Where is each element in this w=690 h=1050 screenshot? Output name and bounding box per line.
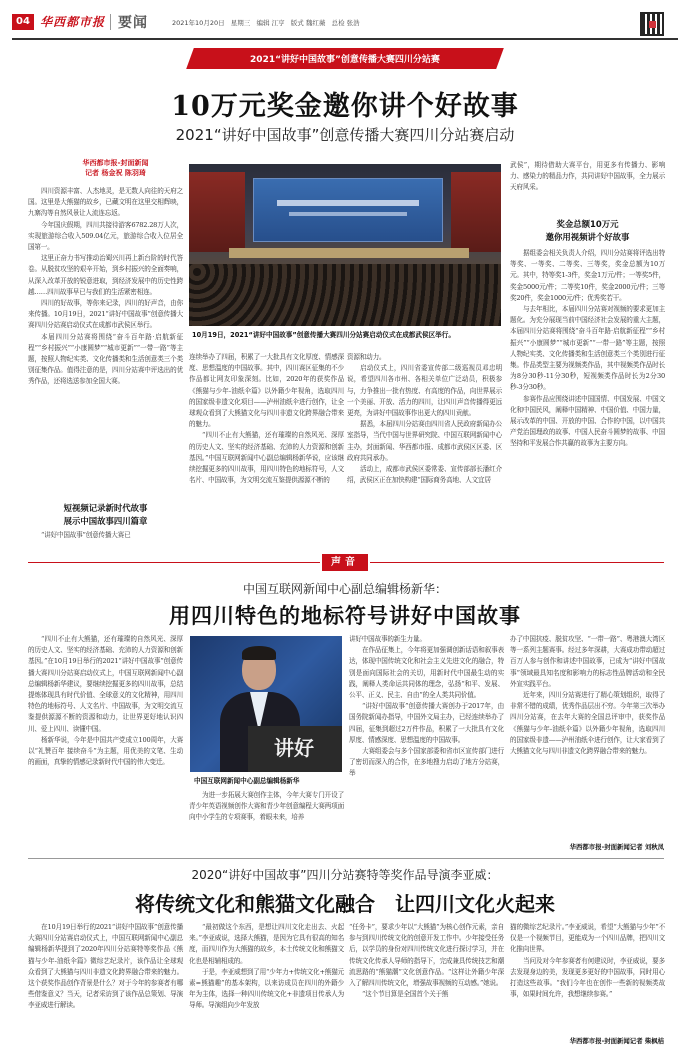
- paragraph: 四川的好故事，等你来记录，四川的好声音，由你来传播。10月19日，2021“讲好中国故事”创意传播大赛四川分站赛启动仪式在成都市武侯区举行。: [28, 299, 183, 330]
- section-divider: [28, 858, 664, 859]
- paper-logo: 华西都市报: [40, 15, 106, 29]
- speaker-photo: [190, 636, 342, 772]
- stage-side-left: [189, 172, 245, 252]
- article3-col3: [349, 922, 504, 1044]
- paragraph: 讲好中国故事的新生力量。: [349, 635, 426, 643]
- article1-byline: [48, 158, 183, 178]
- stage-side-right: [451, 172, 501, 252]
- paragraph: 启动仪式上，四川省委宣传部二级巡视员邓忠明说，希望四川各市州、各相关单位广泛动员，积极参与，力争推出一批有热度、有高度的作品，向世界展示一个美丽、开放、活力的四川，让四川声音传播得更远更亮，为讲好中国故事作出更大的四川贡献。: [347, 364, 502, 418]
- byline-org: 华西都市报-封面新闻: [82, 159, 149, 167]
- article1-title: 10万元奖金邀你讲个好故事: [171, 91, 519, 122]
- vertical-divider: [110, 14, 111, 30]
- article3-title: 将传统文化和熊猫文化融合 让四川文化火起来: [135, 892, 555, 916]
- paragraph: 本届四川分站赛将围绕“奋斗百年路·启航新征程”“乡村振兴”“小康圆梦”“城市更新”“一带一路”等主题，按照人物纪实类、文化传播类和生活创意类三个类别征集作品。值得注意的是，四川分站赛中评选出的优秀作品，还将选送参加全国大赛。: [28, 332, 183, 386]
- article1-col4: [510, 248, 665, 546]
- article1-col2: [189, 352, 344, 546]
- event-banner-text: 2021“讲好中国故事”创意传播大赛四川分站赛: [250, 55, 440, 65]
- article1-col3: [347, 352, 502, 546]
- stage-floor: [229, 248, 469, 258]
- qr-code: [640, 12, 664, 36]
- paragraph: 这里正奋力书写推动治蜀兴川再上新台阶的时代答卷。从脱贫攻坚的艰辛开始，到乡村振兴的全面奏响，从深入改革开放的锐意进取，到经济发展中的历史性跨越……四川故事早已与我们的生活紧密相连。: [28, 254, 183, 296]
- paragraph: 于是，李亚威想到了用“少年力+传统文化+熊猫元素=熊猫趣”的基本架构，以来访成员在四川的外籍少年为主体，选择一种四川传统文化+非遗项目传承人为导师。导演组向少年发放: [189, 967, 344, 1010]
- article2-col2: [189, 790, 344, 846]
- article2-col3: [349, 634, 504, 854]
- voice-rule-left: [28, 562, 320, 563]
- masthead: [0, 0, 690, 42]
- design: 版式 魏红薇: [290, 19, 326, 27]
- paragraph: 参赛作品应围绕讲述中国国情、中国发展、中国文化和中国民风，阐释中国精神、中国价值、中国力量，展示改革的中国、开放的中国、合作的中国，以中国共产党治国理政的故事、中国人民奋斗圆梦的故事、中国坚持和平发展合作共赢的故事为主要方向。: [510, 394, 665, 448]
- article1-subtitle: 2021“讲好中国故事”创意传播大赛四川分站赛启动: [175, 126, 515, 144]
- paragraph: “四川不止有大熊猫，还有璀璨的自然风光、深厚的历史人文、坚实的经济基础、充沛的人力资源和创新基因。”中国互联网新闻中心副总编辑杨新华说，应该继续挖掘更多的四川故事，用四川特色的地标符号，人文名片、中国故事，为文明交流互鉴提供源源不断的: [189, 431, 344, 485]
- article2-col4: [510, 634, 665, 840]
- proof: 总检 张浩: [331, 19, 360, 27]
- article2-photo-caption: 中国互联网新闻中心副总编辑杨新华: [194, 777, 300, 785]
- article3-col2: [189, 922, 344, 1044]
- paragraph: 办了中国抗疫、脱贫攻坚、“一带一路”、粤港澳大湾区等一系列主题赛事。经过多年深耕，大赛成功带动超过百万人参与创作和讲述中国故事，已成为“讲好中国故事”领域最具知名度和影响力的标志性品牌活动和全民外宣实践平台。: [510, 635, 665, 688]
- paragraph: “讲好中国故事”创意传播大赛创办于2017年，由国务院新闻办指导，中国外文局主办，已经连续举办了四届，征集到超过2万件作品，积累了一大批具有文化厚度、情感深度、思想温度的中国故事。: [349, 702, 504, 744]
- article1-col1-tail: [28, 530, 183, 542]
- paragraph: 猫的微综艺纪录片。”李亚威说，希望“大熊猫与少年”不仅是一个视频节目，更能成为一个四川品牌，把四川文化推向世界。: [510, 923, 665, 954]
- voice-rule-right: [370, 562, 664, 563]
- stage-screen: [253, 178, 443, 242]
- paragraph: 杨新华说，今年是中国共产党成立100周年，大赛以“礼赞百年 接续奋斗”为主题，用优美的文笔、生动的画面，真挚的情感记录新时代中国的伟大变迁。: [28, 735, 183, 767]
- article1-col1: [28, 186, 183, 413]
- article2-signoff: 华西都市报-封面新闻记者 刘秋凤: [569, 843, 664, 851]
- stage-screen-text: [277, 200, 419, 206]
- weekday: 星期三: [230, 19, 251, 27]
- paragraph: 连续举办了四届，积累了一大批具有文化厚度、情感深度、思想温度的中国故事。其中，四川赛区征集的不少作品都让网友印象深刻。比如，2020年的获奖作品《熊猫与少年-油纸伞篇》以外籍少年视角，选取四川的国家级非遗文化项目——泸州油纸伞进行创作，让全球观众看到了大熊猫文化与四川非遗文化跨界融合带来的魅力。: [189, 353, 344, 429]
- article2-kicker: 中国互联网新闻中心副总编辑杨新华：: [242, 582, 447, 596]
- paragraph: 当问及对今年参赛者有何建议时，李亚威说，要多去发现身边的美，发现更多更好的中国故事，同时用心打造这些故事。“我们今年也在创作一些新的视频类故事，如果时间允许，我想继续参赛。”: [510, 956, 665, 999]
- article1-photo-caption: 10月19日，2021“讲好中国故事”创意传播大赛四川分站赛启动仪式在成都武侯区举行。: [192, 331, 455, 339]
- article2-title: 用四川特色的地标符号讲好中国故事: [169, 603, 521, 628]
- paragraph: “最初做这个东西，是想让四川文化走出去、火起来。”李亚威说，选择大熊猫，是因为它具有很高的知名度，而四川作为大熊猫的故乡，本土传统文化和熊猫文化也是相辅相成的。: [189, 923, 344, 965]
- paragraph: 四川资源丰富、人杰地灵，是无数人向往的天府之国。这里是大熊猫的故乡，已藏文明在这里交相辉映，九寨沟等自然风景让人流连忘返。: [28, 187, 183, 218]
- paragraph: 资源和动力。: [347, 353, 386, 361]
- paragraph: “这个节目算是全国首个关于熊: [362, 990, 449, 999]
- article1-col1-subhead: 短视频记录新时代故事 展示中国故事四川篇章: [63, 503, 148, 526]
- paragraph: 在作品征集上，今年将更加强调创新话语和叙事表达，体现中国传统文化和社会主义先进文化的融合，特别是面向国际社会的关切，用新时代中国最生动的实践，阐释人类命运共同体的理念，弘扬“和平、发展、公平、正义、民主、自由”的全人类共同价值。: [349, 646, 504, 700]
- byline-names: 记者 杨金祝 陈羽琦: [85, 169, 146, 177]
- masthead-rule: [12, 38, 678, 40]
- paragraph: 据组委会相关负责人介绍，四川分站赛将评选出特等奖、一等奖、二等奖、三等奖，奖金总额为10万元。其中，特等奖1-3件，奖金1万元/件；一等奖5件，奖金5000元/件；二等奖10件，奖金2000元/件；三等奖20件，奖金1000元/件；优秀奖若干。: [510, 249, 665, 302]
- paragraph: 活动上，成都市武侯区委常委、宣传部部长潘红介绍，武侯区正在加快构建“国际商务高地、人文宜居: [347, 465, 502, 485]
- paragraph: 大赛组委会与多个国家部委和省市区宣传部门进行了密切而深入的合作，在多地搜力启动了地方分站赛，举: [349, 747, 504, 778]
- ceremony-photo: [189, 164, 501, 326]
- stage-screen-text: [289, 212, 407, 216]
- paragraph: “四川不止有大熊猫，还有璀璨的自然风光、深厚的历史人文、坚实的经济基础、充沛的人力资源和创新基因。”在10月19日举行的2021“讲好中国故事”创意传播大赛四川分站赛启动仪式上，中国互联网新闻中心副总编辑杨新华建议，要继续挖掘更多的四川故事，总结提炼体现具有时代价值、全球意义的文化精神，用四川特色的地标符号、人文名片、中国故事，为文明交流互鉴提供源源不断的资源和动力，让世界更好地认识四川、爱上四川、读懂中国。: [28, 635, 183, 733]
- paragraph: 与去年相比，本届四川分站赛对视频的要求更加主题化。为充分展现当前中国经济社会发展的重大主题，本届四川分站赛将围绕“奋斗百年路·启航新征程”“乡村振兴”“小康圆梦”“城市更新”“一带一路”等主题，按照人物纪实类、文化传播类和生活创意类三个类别进行征集。作品类型主要为视频类作品，其中视频类作品时长为8分30秒-11分30秒，短视频类作品时长为2分30秒-3分30秒。: [510, 305, 665, 392]
- page-number: 04: [12, 14, 34, 30]
- editor: 编辑 江亨: [256, 19, 285, 27]
- issue-meta: [172, 18, 360, 27]
- lectern-logo: 讲好: [274, 736, 314, 760]
- paragraph: 今年国庆假期，四川共接待游客6782.28万人次，实现旅游综合收入509.04亿元，旅游综合收入位居全国第一。: [28, 220, 183, 252]
- article3-signoff: 华西都市报-封面新闻记者 柴枫桔: [569, 1037, 664, 1045]
- article3-kicker: 2020“讲好中国故事”四川分站赛特等奖作品导演李亚威：: [191, 868, 499, 882]
- voice-label: 声音: [322, 554, 368, 571]
- paragraph: 为进一步拓展大赛创作主体，今年大赛专门开设了青少年英语视频创作大赛和青少年创意编程大赛两项面向中小学生的专项赛事，着眼未来，培养: [189, 791, 344, 822]
- paragraph: “讲好中国故事”创意传播大赛已: [41, 531, 131, 539]
- speaker-hair: [242, 646, 276, 660]
- article3-col4: [510, 922, 665, 1034]
- paragraph: “任务卡”，要求少年以“大熊猫”为核心创作元素，亲自参与到四川传统文化的创意开发工作中。少年接受任务后，以学员的身份对四川传统文化进行探讨学习，并在传统文化传承人导师的指导下，完成兼具传统技艺和潮流思路的“熊猫潮”文化创意作品。“这样让外籍少年深入了解四川传统文化，增强故事视频的互动感。”她说。: [349, 923, 504, 988]
- section-name: 要闻: [118, 15, 148, 31]
- article1-col4-top: [510, 160, 665, 216]
- article1-col4-subhead: 奖金总额10万元 邀你用视频讲个好故事: [545, 219, 630, 242]
- paragraph: 在10月19日举行的2021“讲好中国故事”创意传播大赛四川分站赛启动仪式上，中国互联网新闻中心副总编辑杨新华提到了2020年四川分站赛特等奖作品《熊猫与少年-油纸伞篇》微综艺纪录片，该作品让全球观众看到了大熊猫与四川非遗文化跨界融合带来的魅力。这个获奖作品创作背景是什么？对于今年的参赛者有哪些借鉴意义？当天，记者采访到了该作品总策划、导演李亚威进行解读。: [28, 923, 183, 1010]
- paragraph: 据悉，本届四川分站赛由四川省人民政府新闻办公室指导，当代中国与世界研究院、中国互联网新闻中心主办，封面新闻、华西都市报、成都市武侯区区委、区政府共同承办。: [347, 420, 502, 462]
- article3-col1: [28, 922, 183, 1044]
- date: 2021年10月20日: [172, 19, 225, 27]
- paragraph: 近年来，四川分站赛进行了精心策划组织，取得了非常不错的成绩，优秀作品层出不穷。今年第三次举办四川分站赛，在去年大赛的全国总评审中，获奖作品《熊猫与少年-油纸伞篇》以外籍少年视角，选取四川的国家级非遗——泸州油纸伞进行创作，让大家看到了大熊猫文化与四川非遗文化跨界融合带来的魅力。: [510, 691, 665, 756]
- paragraph: 武侯”，期待借助大赛平台，用更多有传播力、影响力、感染力的精品力作，共同讲好中国故事，全力展示天府风采。: [510, 161, 665, 192]
- qr-logo: [649, 21, 656, 28]
- article2-col1: [28, 634, 183, 854]
- audience: [189, 264, 501, 326]
